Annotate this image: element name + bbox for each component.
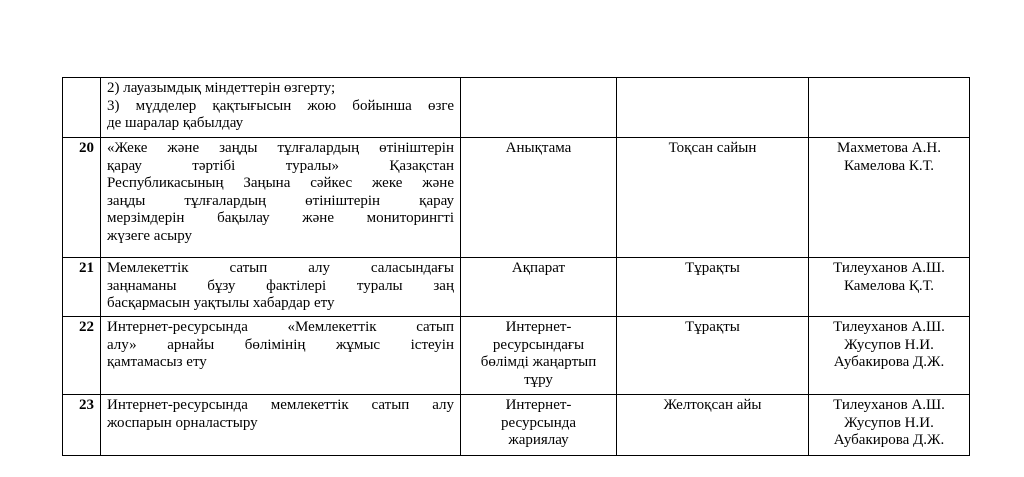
form-line: ресурсында <box>500 414 577 431</box>
responsible-name: Тилеуханов А.Ш. <box>833 319 945 335</box>
action-line: Республикасының Заңына сәйкес жеке және <box>107 175 454 191</box>
form-line: Интернет- <box>505 319 572 335</box>
action-line: Интернет-ресурсында мемлекеттік сатып алу <box>107 397 454 413</box>
deadline <box>617 78 809 138</box>
action-line: де шаралар қабылдау <box>107 115 244 131</box>
deadline: Тұрақты <box>617 258 809 317</box>
form-line: тұру <box>524 371 553 388</box>
action-line: «Жеке және заңды тұлғалардың өтініштерін <box>107 140 454 156</box>
responsible-name: Аубакирова Д.Ж. <box>833 354 945 370</box>
responsible-name: Махметова А.Н. <box>837 140 941 156</box>
completion-form: Ақпарат <box>461 258 617 317</box>
responsible-persons <box>809 138 970 258</box>
table-row <box>63 317 970 395</box>
responsible-name: Камелова К.Т. <box>843 157 935 174</box>
action-description <box>101 138 461 258</box>
form-line: бөлімді жаңартып <box>480 354 597 370</box>
deadline: Тұрақты <box>617 317 809 395</box>
responsible-persons <box>809 317 970 395</box>
row-number: 20 <box>63 138 101 258</box>
action-line: қамтамасыз ету <box>107 354 207 370</box>
action-line: мерзімдерін бақылау және мониторингті <box>107 210 454 226</box>
responsible-persons <box>809 258 970 317</box>
action-line: заңды тұлғалардың өтініштерін қарау <box>107 192 454 209</box>
action-line: заңнаманы бұзу фактілері туралы заң <box>107 277 454 294</box>
table-row <box>63 395 970 456</box>
responsible-name: Жусупов Н.И. <box>844 414 934 431</box>
action-line: Интернет-ресурсында «Мемлекеттік сатып <box>107 319 454 335</box>
deadline: Желтоқсан айы <box>617 395 809 456</box>
responsible-name: Тилеуханов А.Ш. <box>833 260 945 276</box>
responsible-name: Тилеуханов А.Ш. <box>833 397 945 413</box>
form-line: ресурсындағы <box>492 336 585 353</box>
form-line: жариялау <box>508 432 569 448</box>
completion-form <box>461 317 617 395</box>
row-number <box>63 78 101 138</box>
responsible-persons <box>809 78 970 138</box>
row-number: 23 <box>63 395 101 456</box>
table-row <box>63 78 970 138</box>
completion-form <box>461 395 617 456</box>
action-line: қарау тәртібі туралы» Қазақстан <box>107 157 454 174</box>
action-line: алу» арнайы бөлімінің жұмыс істеуін <box>107 336 454 353</box>
action-line: басқармасын уақтылы хабардар ету <box>107 295 335 311</box>
deadline: Тоқсан сайын <box>617 138 809 258</box>
responsible-name: Аубакирова Д.Ж. <box>833 432 945 448</box>
table-row <box>63 258 970 317</box>
action-description <box>101 258 461 317</box>
action-line: 2) лауазымдық міндеттерін өзгерту; <box>107 80 336 96</box>
table-row <box>63 138 970 258</box>
action-description <box>101 78 461 138</box>
row-number: 22 <box>63 317 101 395</box>
responsible-name: Жусупов Н.И. <box>844 336 934 353</box>
action-line: жоспарын орналастыру <box>107 414 258 431</box>
completion-form <box>461 78 617 138</box>
responsible-persons <box>809 395 970 456</box>
form-line: Интернет- <box>505 397 572 413</box>
responsible-name: Камелова Қ.Т. <box>843 277 935 294</box>
action-description <box>101 395 461 456</box>
action-description <box>101 317 461 395</box>
action-line: жүзеге асыру <box>107 227 193 244</box>
row-number: 21 <box>63 258 101 317</box>
completion-form: Анықтама <box>461 138 617 258</box>
action-line: Мемлекеттік сатып алу саласындағы <box>107 260 454 276</box>
action-line: 3) мүдделер қақтығысын жою бойынша өзге <box>107 97 454 114</box>
action-plan-table <box>62 77 970 456</box>
